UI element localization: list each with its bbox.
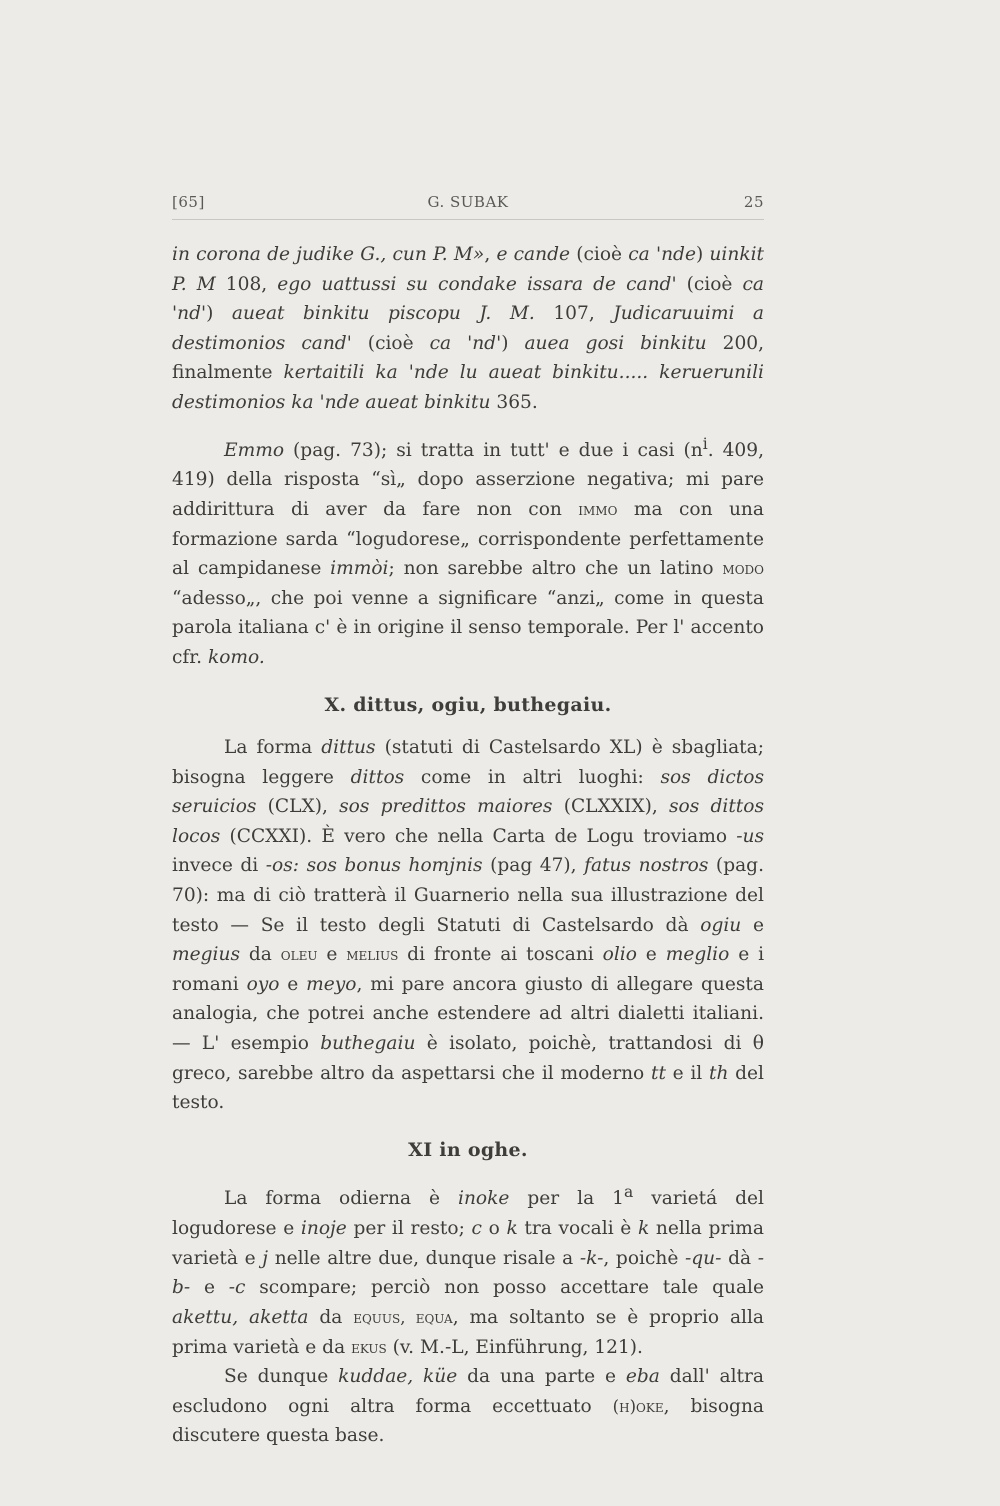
text-run: da — [308, 1306, 354, 1328]
paragraph-gap — [172, 418, 764, 430]
text-italic: ego uattussi su condake issara de cand' — [277, 273, 677, 295]
text-italic: dittus — [321, 737, 376, 759]
text-run: e — [190, 1277, 229, 1299]
text-run: invece di — [172, 855, 266, 877]
text-run: (pag. 70): ma di ciò tratterà il Guarnerio nella sua illustrazione del testo — Se il testo degli Statuti di Castelsardo dà — [172, 855, 764, 936]
text-run: dall' altra escludono ogni altra forma eccettuato — [172, 1366, 765, 1417]
text-run: e — [279, 973, 307, 995]
text-run: nella prima varietà e — [172, 1218, 765, 1269]
text-run: La forma — [224, 737, 322, 759]
text-italic: inoke — [458, 1188, 510, 1210]
text-run: ) — [501, 332, 525, 354]
text-italic: aueat binkitu piscopu J. M. — [231, 303, 535, 325]
paragraph-4 — [172, 1178, 764, 1362]
text-italic: -b- — [172, 1247, 765, 1299]
text-italic: k — [637, 1218, 650, 1240]
text-run: e i romani — [172, 944, 765, 995]
text-run: 200, finalmente — [172, 332, 765, 384]
text-italic: in corona de judike G., cun P. M» — [172, 244, 485, 265]
text-run: (pag 47), — [482, 855, 585, 877]
text-run: e — [317, 944, 347, 966]
text-superscript: i — [702, 434, 708, 453]
text-small-caps: modo — [722, 559, 764, 579]
text-run: , ma soltanto se è proprio alla prima varietà e da — [172, 1306, 765, 1358]
text-run: da — [240, 944, 281, 966]
text-italic: kuddae, küe — [338, 1366, 458, 1388]
text-run: (CLXXIX), — [552, 796, 669, 818]
text-small-caps: oleu — [280, 945, 318, 965]
text-run: e — [741, 914, 764, 936]
text-italic: meyo — [306, 973, 357, 995]
text-run: nelle altre due, dunque risale a — [268, 1247, 580, 1269]
text-run: Se dunque — [224, 1366, 339, 1388]
text-italic: Emmo — [224, 439, 285, 461]
text-italic: auea gosi binkitu — [524, 332, 707, 354]
text-run: (CLX), — [256, 796, 340, 818]
paragraph-5 — [172, 1362, 764, 1451]
text-run: o — [481, 1218, 507, 1240]
text-italic: inoje — [300, 1218, 347, 1240]
text-italic: sos predittos maiores — [339, 796, 553, 818]
text-italic: ca 'nde — [628, 244, 696, 265]
text-run: ma con una formazione sarda “logudorese„ corrispondente perfettamente al campidanese — [172, 498, 764, 580]
text-run: scompare; perciò non posso accettare tale quale — [245, 1277, 764, 1299]
paragraph-1 — [172, 240, 764, 418]
text-italic: oyo — [246, 973, 280, 995]
text-run: La forma odierna è — [224, 1188, 458, 1210]
text-superscript: a — [623, 1183, 634, 1202]
text-run: come in altri luoghi: — [404, 766, 661, 788]
text-small-caps: equus, equa — [353, 1307, 453, 1327]
text-italic: olio — [602, 944, 637, 966]
text-run: del testo. — [172, 1062, 764, 1114]
text-small-caps: (h)oke — [612, 1396, 664, 1416]
text-run: (statuti di Castelsardo XL) è sbagliata; bisogna leggere — [172, 737, 764, 788]
text-run: per la 1 — [509, 1188, 624, 1210]
text-run: (cioè — [351, 332, 430, 354]
text-italic: -qu- — [685, 1247, 722, 1269]
text-run: e il — [665, 1062, 709, 1084]
text-italic: j — [262, 1247, 269, 1269]
text-run: , — [484, 244, 497, 265]
text-italic: fatus nostros — [584, 855, 709, 877]
text-run: , poichè — [603, 1247, 685, 1269]
text-run: dà — [721, 1247, 758, 1269]
paragraph-2 — [172, 430, 764, 673]
text-italic: eba — [625, 1366, 660, 1388]
text-italic: meglio — [665, 944, 730, 966]
body-text — [172, 240, 764, 1451]
header-page-ref: [65] — [172, 193, 205, 211]
text-italic: -us — [736, 825, 764, 847]
text-italic: -c — [228, 1277, 246, 1299]
text-italic: komo. — [207, 646, 265, 668]
text-italic: th — [708, 1062, 729, 1084]
text-run: e — [636, 944, 666, 966]
text-italic: akettu, aketta — [172, 1306, 309, 1328]
text-italic: dittos — [350, 766, 405, 788]
text-italic: -os: sos bonus homjnis — [265, 855, 483, 877]
text-italic: ca 'nd' — [429, 332, 502, 354]
text-small-caps: ekus — [351, 1337, 387, 1357]
text-run: 107, — [534, 303, 614, 325]
header-rule — [172, 219, 764, 220]
text-italic: ogiu — [700, 914, 742, 936]
text-italic: immòi — [330, 558, 389, 580]
section-heading-xi: XI in oghe. — [408, 1138, 528, 1161]
text-run: da una parte e — [457, 1366, 626, 1388]
text-run: (cioè — [570, 244, 629, 265]
text-run: (CCXXI). È vero che nella Carta de Logu troviamo — [220, 825, 737, 847]
text-italic: tt — [650, 1062, 666, 1084]
text-italic: e cande — [496, 244, 571, 265]
text-run: di fronte ai toscani — [398, 944, 603, 966]
text-run: è isolato, poichè, trattandosi di θ greco, sarebbe altro da aspettarsi che il moderno — [172, 1033, 765, 1084]
paragraph-3 — [172, 733, 764, 1118]
text-run: ) — [206, 303, 232, 325]
text-run: . 409, 419) della risposta “sì„ dopo asserzione negativa; mi pare addirittura di aver da fare non con — [172, 439, 764, 520]
text-run: , mi pare ancora giusto di allegare questa analogia, che potrei anche estendere ad altri dialetti italiani. — L' esempio — [172, 973, 764, 1055]
text-run: “adesso„, che poi venne a significare “anzi„ come in questa parola italiana c' è in origine il senso temporale. Per l' accento cfr. — [172, 587, 764, 668]
running-header — [172, 193, 764, 217]
text-italic: -k- — [579, 1247, 604, 1269]
text-italic: megius — [172, 944, 241, 966]
text-italic: sos dictos seruicios — [172, 766, 764, 818]
text-small-caps: immo — [578, 499, 618, 519]
header-page-number: 25 — [743, 193, 764, 211]
text-italic: k — [506, 1218, 518, 1240]
text-small-caps: melius — [346, 945, 399, 965]
header-author: G. SUBAK — [427, 193, 509, 211]
text-run: (cioè — [676, 273, 743, 295]
text-italic: sos dittos locos — [172, 796, 764, 847]
text-italic: buthegaiu — [320, 1033, 416, 1055]
text-italic: kertaitili ka 'nde lu aueat binkitu..... keruerunili destimonios ka 'nde aueat binkitu — [172, 362, 764, 413]
text-run: (v. M.-L, Einführung, 121). — [386, 1336, 643, 1358]
text-italic: ca 'nd' — [172, 273, 764, 325]
text-run: 108, — [215, 273, 278, 295]
text-run: ) — [695, 244, 710, 265]
section-heading-x: X. dittus, ogiu, buthegaiu. — [324, 693, 612, 716]
text-run: ; non sarebbe altro che un latino — [388, 558, 723, 580]
text-italic: c — [471, 1218, 482, 1240]
text-italic: Judicaruuimi a destimonios cand' — [172, 303, 764, 354]
text-run: 365. — [490, 391, 538, 413]
text-italic: uinkit P. M — [172, 244, 765, 295]
text-run: varietá del logudorese e — [172, 1188, 764, 1240]
text-run: per il resto; — [346, 1218, 472, 1240]
text-run: tra vocali è — [517, 1218, 638, 1240]
text-run: (pag. 73); si tratta in tutt' e due i casi (n — [284, 439, 703, 461]
text-run: , bisogna discutere questa base. — [172, 1395, 765, 1447]
